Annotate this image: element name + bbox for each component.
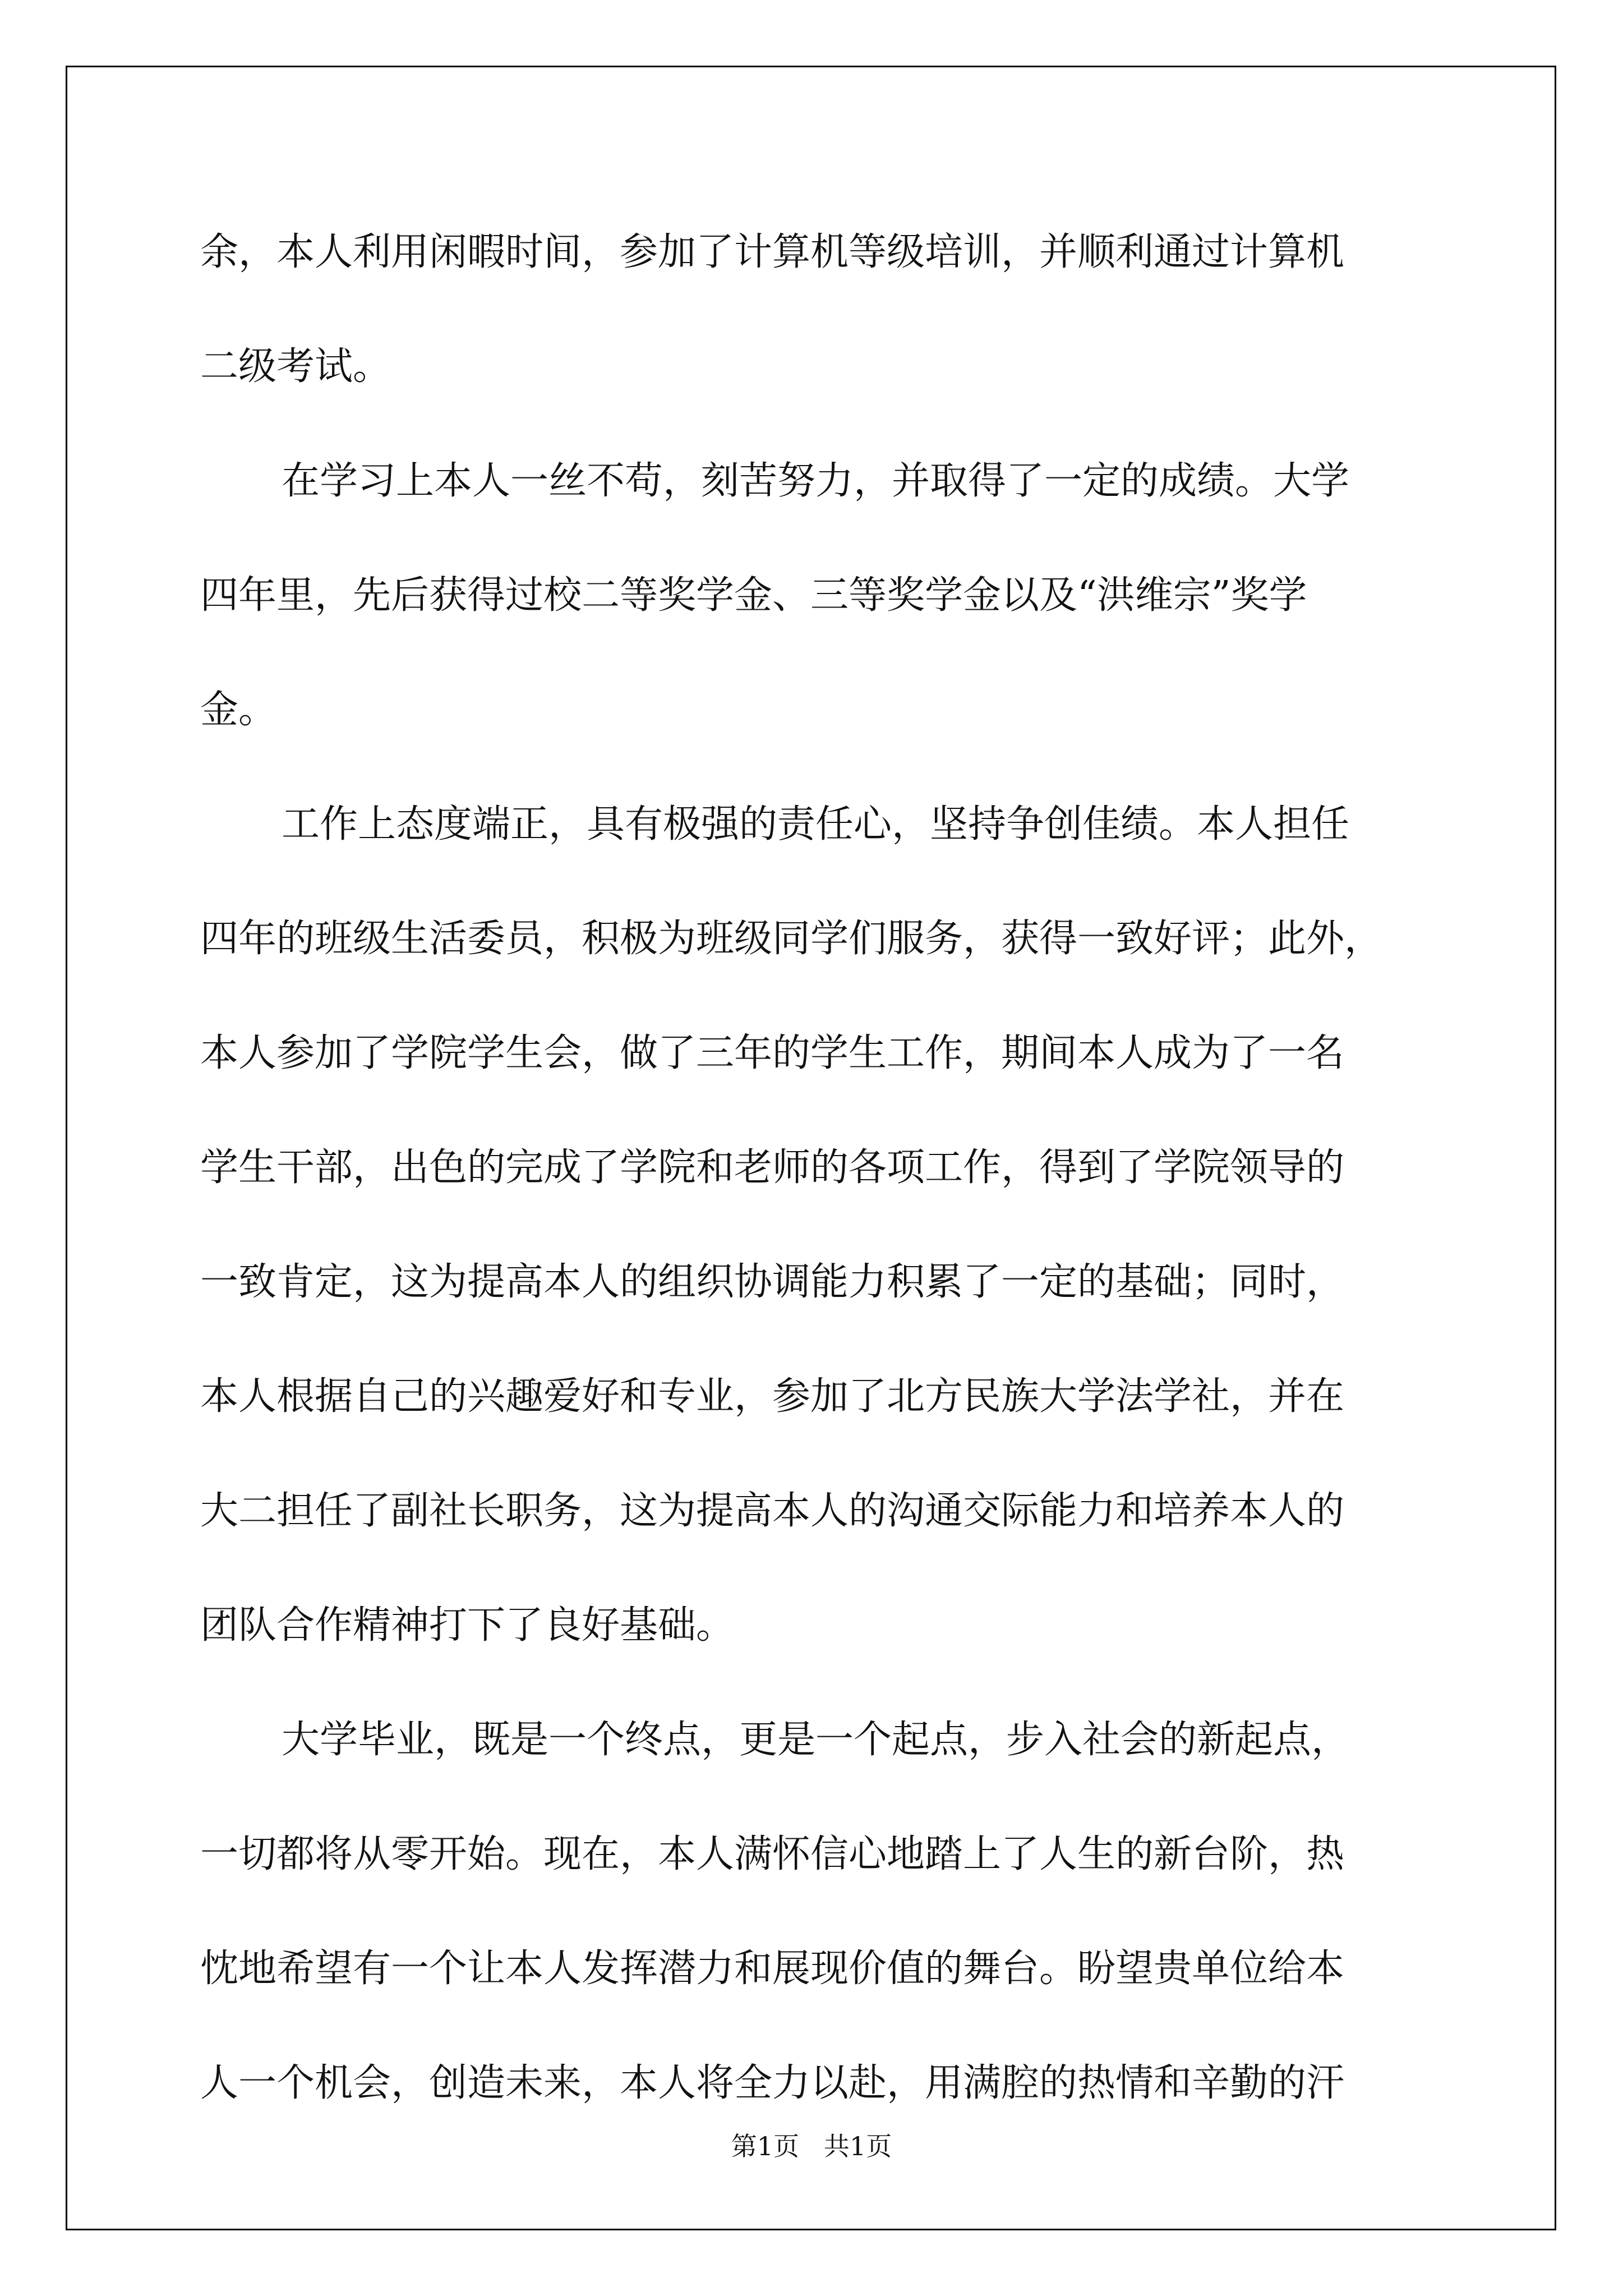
text-line: 学生干部，出色的完成了学院和老师的各项工作，得到了学院领导的: [200, 1145, 1345, 1190]
text-line: 二级考试。: [200, 344, 391, 389]
paragraph-first-line: 大学毕业，既是一个终点，更是一个起点，步入社会的新起点，: [282, 1718, 1350, 1762]
text-line: 本人根据自己的兴趣爱好和专业，参加了北方民族大学法学社，并在: [200, 1374, 1345, 1419]
text-line: 四年里，先后获得过校二等奖学金、三等奖学金以及“洪维宗”奖学: [200, 573, 1307, 618]
text-line: 一致肯定，这为提高本人的组织协调能力积累了一定的基础；同时，: [200, 1260, 1345, 1304]
text-line: 大二担任了副社长职务，这为提高本人的沟通交际能力和培养本人的: [200, 1489, 1345, 1533]
text-line: 忱地希望有一个让本人发挥潜力和展现价值的舞台。盼望贵单位给本: [200, 1947, 1345, 1991]
text-line: 团队合作精神打下了良好基础。: [200, 1603, 735, 1648]
text-line: 金。: [200, 688, 277, 732]
text-line: 四年的班级生活委员，积极为班级同学们服务，获得一致好评；此外，: [200, 917, 1383, 961]
paragraph-first-line: 工作上态度端正，具有极强的责任心，坚持争创佳绩。本人担任: [282, 802, 1350, 846]
text-line: 人一个机会，创造未来，本人将全力以赴，用满腔的热情和辛勤的汗: [200, 2061, 1345, 2105]
text-line: 余，本人利用闲暇时间，参加了计算机等级培训，并顺利通过计算机: [200, 230, 1345, 274]
text-line: 本人参加了学院学生会，做了三年的学生工作，期间本人成为了一名: [200, 1031, 1345, 1075]
page-number-footer: 第1页 共1页: [731, 2131, 892, 2161]
document-body: [200, 206, 1456, 2151]
paragraph-first-line: 在学习上本人一丝不苟，刻苦努力，并取得了一定的成绩。大学: [282, 459, 1350, 503]
text-line: 一切都将从零开始。现在，本人满怀信心地踏上了人生的新台阶，热: [200, 1832, 1345, 1876]
